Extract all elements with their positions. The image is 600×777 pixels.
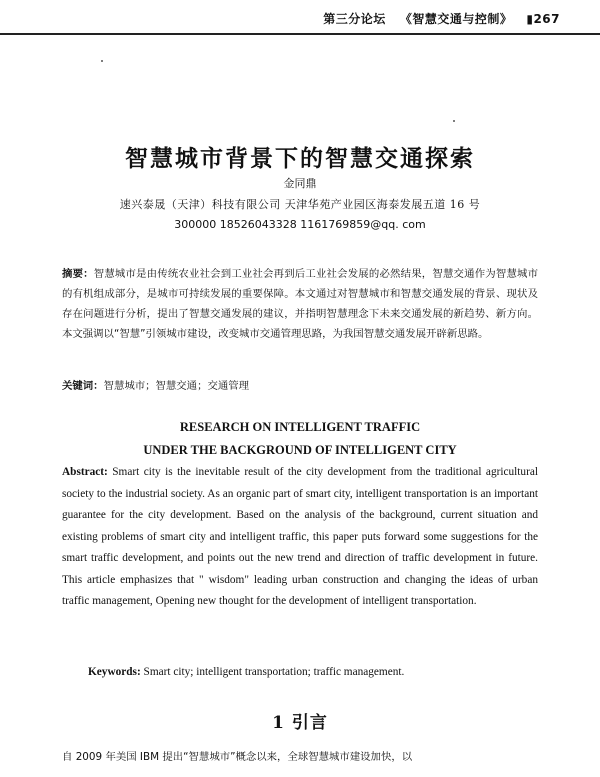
body-paragraph: 自 2009 年美国 IBM 提出“智慧城市”概念以来，全球智慧城市建设加快，以: [62, 751, 413, 763]
author-name: 金同鼎: [283, 177, 317, 190]
header-journal: 《智慧交通与控制》: [399, 12, 513, 26]
keywords-en-text: Smart city; intelligent transportation; traffic management.: [140, 666, 405, 678]
english-title-line2: UNDER THE BACKGROUND OF INTELLIGENT CITY: [143, 443, 457, 457]
abstract-cn-text: 智慧城市是由传统农业社会到工业社会再到后工业社会发展的必然结果，智慧交通作为智慧城市的有机组成部分，是城市可持续发展的重要保障。本文通过对智慧城市和智慧交通发展的背景、现状及存在问题进行分析，提出了智慧交通发展的建议，并指明智慧理念下未来交通发展的新趋势、新方向。本文强调以“智慧”引领城市建设，改变城市交通管理思路，为我国智慧交通发展开辟新思路。: [62, 268, 538, 340]
keywords-cn-label: 关键词：: [62, 380, 104, 392]
header-text: [309, 10, 560, 27]
keywords-en: [88, 662, 538, 682]
abstract-en-label: Abstract:: [62, 466, 108, 478]
keywords-en-label: Keywords:: [88, 666, 141, 678]
abstract-en-text: Smart city is the inevitable result of the city development from the traditional agricultural society to the industrial society. As an organic part of smart city, intelligent transportation is an important guarantee for the city development. Based on the analysis of the background, current situation and existing problems of smart city and intelligent traffic, this paper puts forward some suggestions for the smart traffic development, and points out the new trend and direction of traffic development in future. This article emphasizes that " wisdom" leading urban construction and changing the ideas of urban traffic management, Opening new thought for the development of intelligent transportation.: [62, 466, 538, 607]
english-title-line1: RESEARCH ON INTELLIGENT TRAFFIC: [179, 420, 421, 434]
abstract-cn: [62, 264, 538, 344]
author-contact: 300000 18526043328 1161769859@qq. com: [174, 218, 426, 231]
header-page-number: ▮267: [526, 12, 560, 26]
paper-title: 智慧城市背景下的智慧交通探索: [125, 146, 475, 172]
abstract-en: [62, 462, 538, 613]
scan-speck: [101, 60, 103, 62]
running-header: [0, 0, 600, 35]
abstract-cn-label: 摘要：: [62, 268, 94, 280]
section-heading: 1 引言: [272, 713, 328, 733]
header-section: 第三分论坛: [323, 12, 386, 26]
keywords-cn-text: 智慧城市；智慧交通；交通管理: [103, 380, 250, 392]
author-affiliation: 速兴泰晟（天津）科技有限公司 天津华苑产业园区海泰发展五道 16 号: [119, 198, 481, 211]
scan-speck: [453, 120, 455, 122]
keywords-cn: [62, 376, 538, 396]
